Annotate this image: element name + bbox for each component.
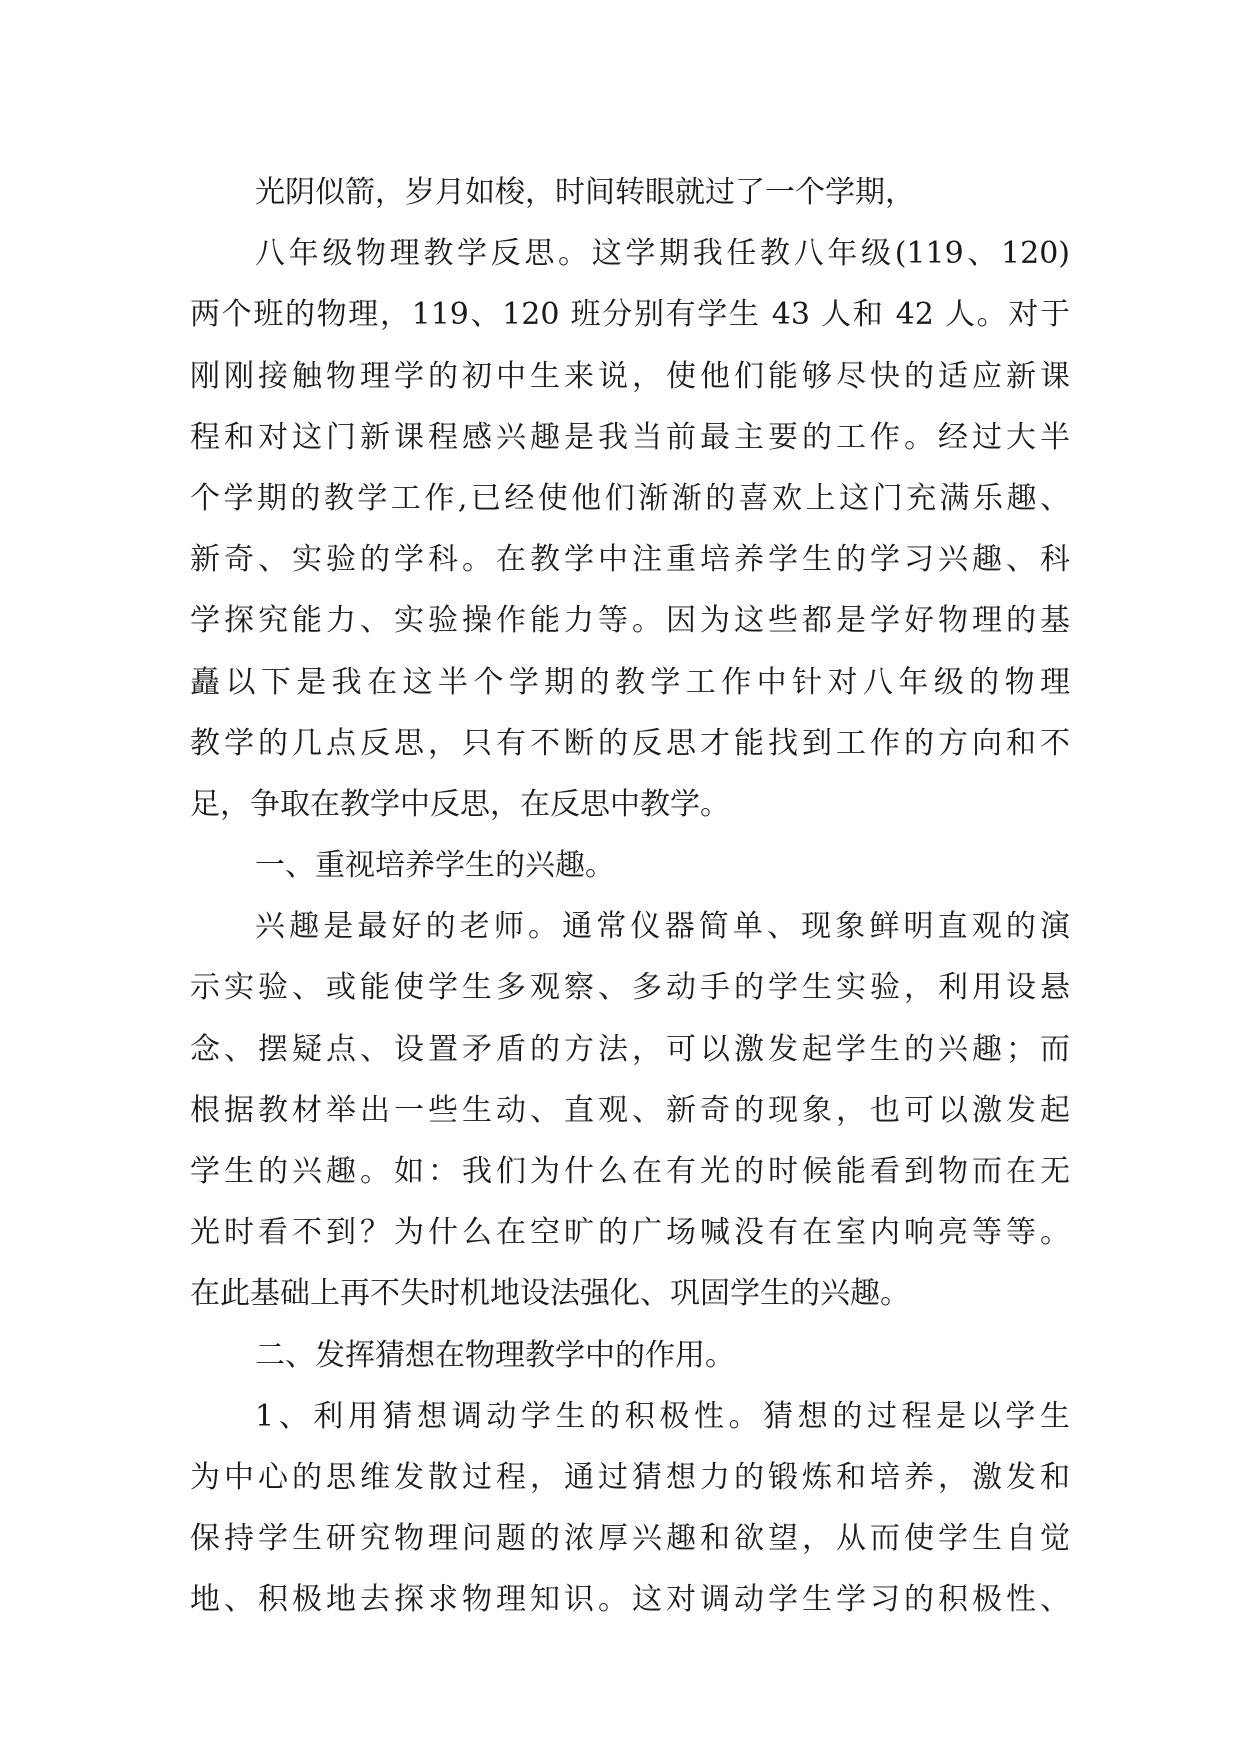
- paragraph-line: 光阴似箭，岁月如梭，时间转眼就过了一个学期，: [255, 175, 915, 210]
- paragraph-line: 根据教材举出一些生动、直观、新奇的现象，也可以激发起: [190, 1092, 1070, 1128]
- paragraph-line: 学探究能力、实验操作能力等。因为这些都是学好物理的基: [190, 603, 1070, 639]
- paragraph-line: 新奇、实验的学科。在教学中注重培养学生的学习兴趣、科: [190, 542, 1070, 578]
- paragraph-line: 八年级物理教学反思。这学期我任教八年级(119、120): [255, 236, 1070, 272]
- paragraph-line: 兴趣是最好的老师。通常仪器简单、现象鲜明直观的演: [255, 909, 1070, 945]
- paragraph-line: 在此基础上再不失时机地设法强化、巩固学生的兴趣。: [190, 1276, 910, 1312]
- paragraph-line: 示实验、或能使学生多观察、多动手的学生实验，利用设悬: [190, 970, 1070, 1006]
- section-heading: 一、重视培养学生的兴趣。: [255, 848, 615, 884]
- paragraph-line: 学生的兴趣。如：我们为什么在有光的时候能看到物而在无: [190, 1154, 1070, 1189]
- paragraph-line: 两个班的物理，119、120 班分别有学生 43 人和 42 人。对于: [190, 297, 1070, 333]
- document-body: [190, 162, 1070, 1631]
- paragraph-line: 为中心的思维发散过程，通过猜想力的锻炼和培养，激发和: [190, 1459, 1070, 1495]
- paragraph-line: 光时看不到？为什么在空旷的广场喊没有在室内响亮等等。: [190, 1215, 1070, 1251]
- paragraph-line: 教学的几点反思，只有不断的反思才能找到工作的方向和不: [190, 725, 1070, 761]
- paragraph-line: 念、摆疑点、设置矛盾的方法，可以激发起学生的兴趣；而: [190, 1031, 1070, 1067]
- paragraph-line: 刚刚接触物理学的初中生来说，使他们能够尽快的适应新课: [190, 358, 1070, 394]
- paragraph-line: 1、利用猜想调动学生的积极性。猜想的过程是以学生: [255, 1398, 1070, 1434]
- paragraph-line: 保持学生研究物理问题的浓厚兴趣和欲望，从而使学生自觉: [190, 1521, 1070, 1557]
- paragraph-line: 足，争取在教学中反思，在反思中教学。: [190, 786, 730, 822]
- paragraph-line: 矗以下是我在这半个学期的教学工作中针对八年级的物理: [190, 664, 1070, 700]
- section-heading: 二、发挥猜想在物理教学中的作用。: [255, 1337, 735, 1373]
- paragraph-line: 程和对这门新课程感兴趣是我当前最主要的工作。经过大半: [190, 419, 1070, 455]
- paragraph-line: 个学期的教学工作,已经使他们渐渐的喜欢上这门充满乐趣、: [190, 480, 1070, 516]
- paragraph-line: 地、积极地去探求物理知识。这对调动学生学习的积极性、: [190, 1582, 1070, 1618]
